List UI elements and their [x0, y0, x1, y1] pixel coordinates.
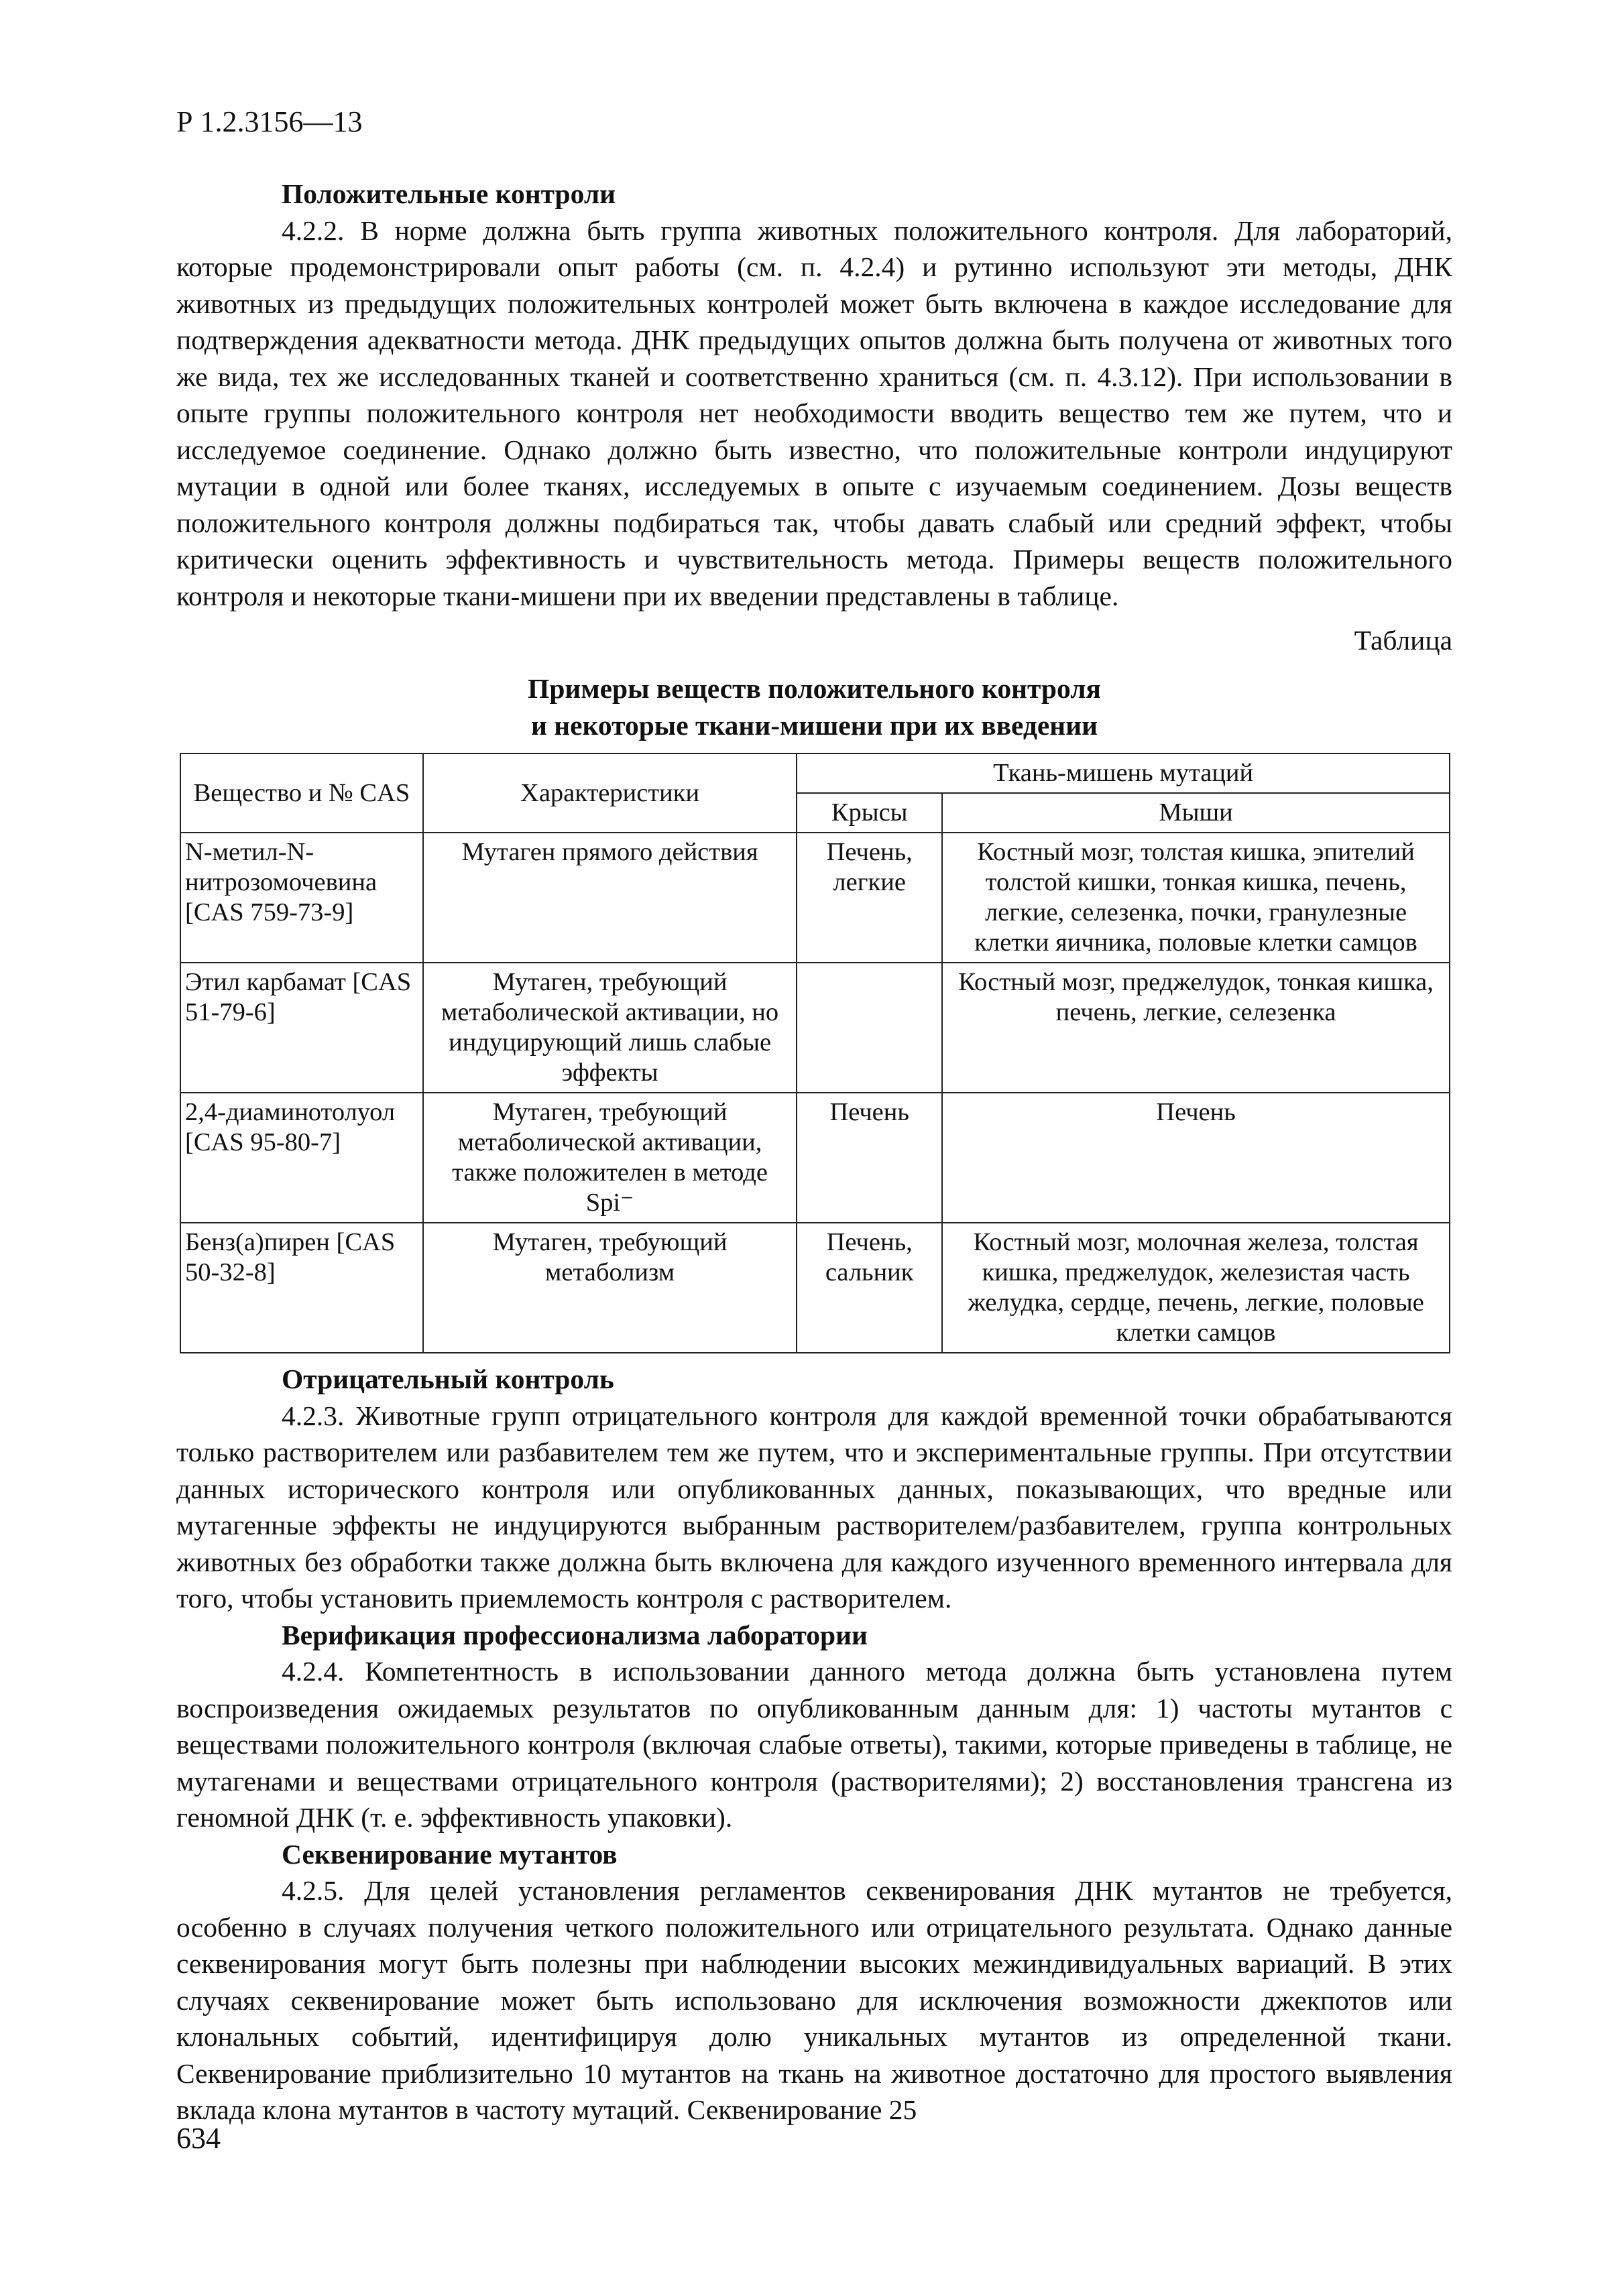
header-rats: Крысы [797, 793, 942, 833]
cell-rats: Печень, сальник [797, 1223, 942, 1353]
cell-characteristics: Мутаген, требующий метаболической активации, также положителен в методе Spi⁻ [423, 1093, 797, 1223]
cell-substance: 2,4-диаминотолуол [CAS 95-80-7] [180, 1093, 423, 1223]
document-code: Р 1.2.3156—13 [176, 105, 363, 138]
cell-mice: Костный мозг, молочная железа, толстая кишка, преджелудок, железистая часть желудка, сердце, печень, легкие, половые клетки самцов [942, 1223, 1450, 1353]
header-substance: Вещество и № CAS [180, 753, 423, 833]
page-number: 634 [176, 2122, 221, 2155]
cell-rats [797, 963, 942, 1093]
cell-rats: Печень, легкие [797, 833, 942, 963]
cell-mice: Костный мозг, преджелудок, тонкая кишка, печень, легкие, селезенка [942, 963, 1450, 1093]
header-target-tissue: Ткань-мишень мутаций [797, 753, 1450, 793]
paragraph-4-2-2: 4.2.2. В норме должна быть группа животных положительного контроля. Для лабораторий, которые продемонстрировали опыт работы (см. п. 4.2.4) и рутинно используют эти методы, ДНК животных из предыдущих положительных контролей может быть включена в каждое исследование для подтверждения адекватности метода. ДНК предыдущих опытов должна быть получена от животных того же вида, тех же исследованных тканей и соответственно храниться (см. п. 4.3.12). При использовании в опыте группы положительного контроля нет необходимости вводить вещество тем же путем, что и исследуемое соединение. Однако должно быть известно, что положительные контроли индуцируют мутации в одной или более тканях, исследуемых в опыте с изучаемым соединением. Дозы веществ положительного контроля должны подбираться так, чтобы давать слабый или средний эффект, чтобы критически оценить эффективность и чувствительность метода. Примеры веществ положительного контроля и некоторые ткани-мишени при их введении представлены в таблице. [176, 215, 1452, 611]
table-header-row [180, 753, 1450, 793]
cell-mice: Костный мозг, толстая кишка, эпителий толстой кишки, тонкая кишка, печень, легкие, селезенка, почки, гранулезные клетки яичника, половые клетки самцов [942, 833, 1450, 963]
cell-characteristics: Мутаген, требующий метаболизм [423, 1223, 797, 1353]
section-positive-controls [176, 176, 1452, 659]
positive-control-table [180, 753, 1450, 1353]
header-characteristics: Характеристики [423, 753, 797, 833]
paragraph-4-2-4: 4.2.4. Компетентность в использовании данного метода должна быть установлена путем воспроизведения ожидаемых результатов по опубликованным данным для: 1) частоты мутантов с веществами положительного контроля (включая слабые ответы), такими, которые приведены в таблице, не мутагенами и веществами отрицательного контроля (растворителями); 2) восстановления трансгена из геномной ДНК (т. е. эффективность упаковки). [176, 1656, 1452, 1833]
table-title [176, 670, 1452, 744]
table-row [180, 963, 1450, 1093]
cell-substance: Бенз(а)пирен [CAS 50-32-8] [180, 1223, 423, 1353]
header-mice: Мыши [942, 793, 1450, 833]
table-row [180, 833, 1450, 963]
table-row [180, 1093, 1450, 1223]
table-title-line-2: и некоторые ткани-мишени при их введении [530, 710, 1098, 741]
section-heading-positive: Положительные контроли [282, 178, 616, 209]
cell-characteristics: Мутаген, требующий метаболической активации, но индуцирующий лишь слабые эффекты [423, 963, 797, 1093]
cell-characteristics: Мутаген прямого действия [423, 833, 797, 963]
table-title-line-1: Примеры веществ положительного контроля [528, 673, 1101, 704]
cell-substance: N-метил-N-нитрозомочевина [CAS 759-73-9] [180, 833, 423, 963]
section-heading-verification: Верификация профессионализма лаборатории [282, 1619, 868, 1650]
table-row [180, 1223, 1450, 1353]
cell-mice: Печень [942, 1093, 1450, 1223]
cell-rats: Печень [797, 1093, 942, 1223]
cell-substance: Этил карбамат [CAS 51-79-6] [180, 963, 423, 1093]
table-label: Таблица [1354, 625, 1452, 656]
section-heading-sequencing: Секвенирование мутантов [282, 1838, 618, 1870]
paragraph-4-2-3: 4.2.3. Животные групп отрицательного контроля для каждой временной точки обрабатываются только растворителем или разбавителем тем же путем, что и экспериментальные группы. При отсутствии данных исторического контроля или опубликованных данных, показывающих, что вредные или мутагенные эффекты не индуцируются выбранным растворителем/разбавителем, группа контрольных животных без обработки также должна быть включена для каждого изученного временного интервала для того, чтобы установить приемлемость контроля с растворителем. [176, 1400, 1452, 1614]
section-negative-control [176, 1361, 1452, 2128]
section-heading-negative: Отрицательный контроль [282, 1364, 614, 1394]
paragraph-4-2-5: 4.2.5. Для целей установления регламентов секвенирования ДНК мутантов не требуется, особенно в случаях получения четкого положительного или отрицательного результата. Однако данные секвенирования могут быть полезны при наблюдении высоких межиндивидуальных вариаций. В этих случаях секвенирование может быть использовано для исключения возможности джекпотов или клональных событий, идентифицируя долю уникальных мутантов из определенной ткани. Секвенирование приблизительно 10 мутантов на ткань на животное достаточно для простого выявления вклада клона мутантов в частоту мутаций. Секвенирование 25 [176, 1875, 1452, 2125]
